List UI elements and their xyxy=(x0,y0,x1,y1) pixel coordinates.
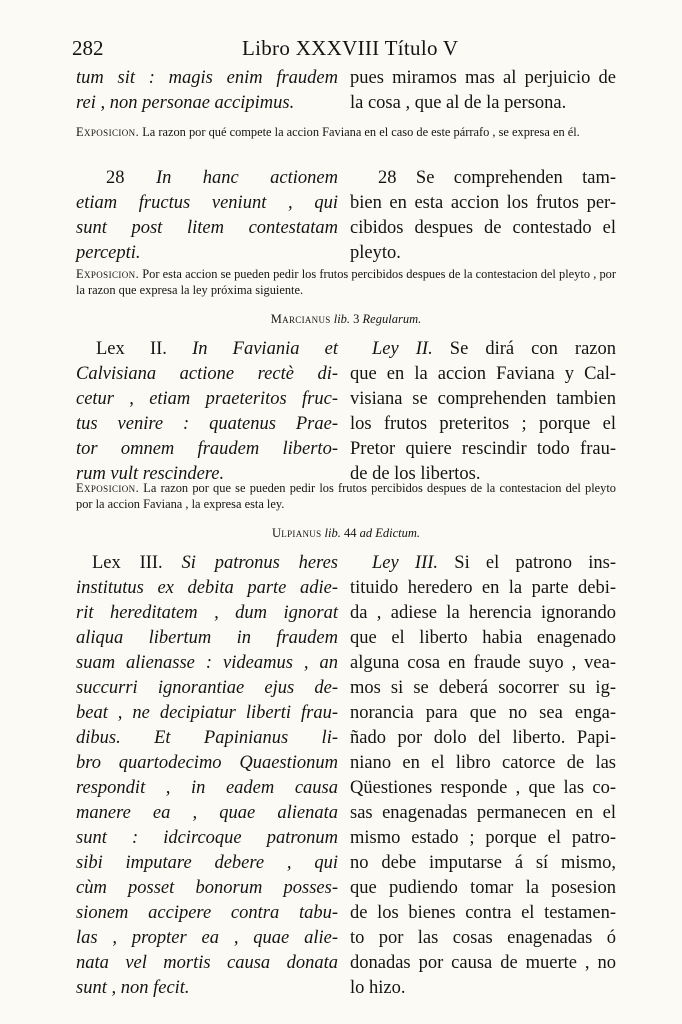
latin-line: manere ea , quae alienata xyxy=(76,803,338,823)
latin-line: sunt post litem contestatam xyxy=(76,218,338,238)
spanish-line: mos si se deberá socorrer su ig- xyxy=(350,678,616,698)
spanish-line: Pretor quiere rescindir todo frau- xyxy=(350,439,616,459)
spanish-line: la cosa , que al de la persona. xyxy=(350,93,567,113)
spanish-line: mismo estado ; porque el patro- xyxy=(350,828,616,848)
ley-label: Ley III. xyxy=(372,553,439,573)
source-work: ad Edictum. xyxy=(359,526,421,540)
latin-column xyxy=(76,551,338,1001)
latin-line: Lex II. In Faviania et xyxy=(96,339,338,359)
exposicion-note xyxy=(76,266,616,298)
latin-line: sionem accipere contra tabu- xyxy=(76,903,338,923)
section-number: 28 xyxy=(378,168,397,188)
latin-line: 28 In hanc actionem xyxy=(106,168,338,188)
page-header xyxy=(72,36,620,70)
latin-line: cùm posset bonorum posses- xyxy=(76,878,338,898)
spanish-line: alguna cosa en fraude suyo , vea- xyxy=(350,653,616,673)
latin-line: suam alienasse : videamus , an xyxy=(76,653,338,673)
section-28 xyxy=(76,166,616,266)
latin-line: sibi imputare debere , qui xyxy=(76,853,338,873)
source-work: Regularum. xyxy=(362,312,422,326)
spanish-line: los frutos preteritos ; porque el xyxy=(350,414,616,434)
spanish-line: que en la accion Faviana y Cal- xyxy=(350,364,616,384)
exposicion-note xyxy=(76,480,616,512)
latin-line: cetur , etiam praeteritos fruc- xyxy=(76,389,338,409)
spanish-line: no debe imputarse á sí mismo, xyxy=(350,853,616,873)
latin-line: sunt , non fecit. xyxy=(76,978,190,998)
exposicion-label: Exposicion. xyxy=(76,481,140,495)
exposicion-text: La razon por qué compete la accion Faviana en el caso de este párrafo , se expresa en él. xyxy=(142,125,580,139)
spanish-line: que el liberto habia enagenado xyxy=(350,628,616,648)
spanish-line: tituido heredero en la parte debi- xyxy=(350,578,616,598)
fragment-continuation xyxy=(76,66,616,116)
spanish-line: pleyto. xyxy=(350,243,401,263)
spanish-line: ñado por dolo del liberto. Papi- xyxy=(350,728,616,748)
spanish-line: visiana se comprehenden tambien xyxy=(350,389,616,409)
spanish-line: de de los libertos. xyxy=(350,464,481,484)
lex-label: Lex III. xyxy=(92,553,163,573)
exposicion-label: Exposicion. xyxy=(76,125,140,139)
latin-line: percepti. xyxy=(76,243,141,263)
spanish-line: cibidos despues de contestado el xyxy=(350,218,616,238)
source-citation xyxy=(76,526,616,541)
spanish-line: Qüestiones responde , que las co- xyxy=(350,778,616,798)
lex-3 xyxy=(76,551,616,1001)
spanish-column xyxy=(350,551,616,1001)
latin-column xyxy=(76,337,338,487)
latin-line: rei , non personae accipimus. xyxy=(76,93,295,113)
exposicion-label: Exposicion. xyxy=(76,267,140,281)
source-number: 44 xyxy=(343,526,357,540)
spanish-line: da , adiese la herencia ignorando xyxy=(350,603,616,623)
latin-line: Calvisiana actione rectè di- xyxy=(76,364,338,384)
lex-2 xyxy=(76,337,616,487)
spanish-line: niano en el libro catorce de las xyxy=(350,753,616,773)
spanish-line: Ley III. Si el patrono ins- xyxy=(372,553,616,573)
latin-line: aliqua libertum in fraudem xyxy=(76,628,338,648)
latin-line: respondit , in eadem causa xyxy=(76,778,338,798)
spanish-column xyxy=(350,337,616,487)
source-citation xyxy=(76,312,616,327)
latin-line: nata vel mortis causa donata xyxy=(76,953,338,973)
spanish-line: pues miramos mas al perjuicio de xyxy=(350,68,616,88)
latin-line: tus venire : quatenus Prae- xyxy=(76,414,338,434)
spanish-line: bien en esta accion los frutos per- xyxy=(350,193,616,213)
latin-line: institutus ex debita parte adie- xyxy=(76,578,338,598)
latin-line: tum sit : magis enim fraudem xyxy=(76,68,338,88)
spanish-line: Ley II. Se dirá con razon xyxy=(372,339,616,359)
spanish-line: to por las cosas enagenadas ó xyxy=(350,928,616,948)
ley-label: Ley II. xyxy=(372,339,433,359)
latin-line: dibus. Et Papinianus li- xyxy=(76,728,338,748)
spanish-line: donadas por causa de muerte , no xyxy=(350,953,616,973)
latin-line: succurri ignorantiae ejus de- xyxy=(76,678,338,698)
spanish-line: sas enagenadas permanecen en el xyxy=(350,803,616,823)
latin-line: sunt : idcircoque patronum xyxy=(76,828,338,848)
spanish-line: norancia para que no sea enga- xyxy=(350,703,616,723)
section-number: 28 xyxy=(106,168,125,188)
latin-column xyxy=(76,166,338,266)
latin-line: rum vult rescindere. xyxy=(76,464,225,484)
latin-line: beat , ne decipiatur liberti frau- xyxy=(76,703,338,723)
latin-line: rit hereditatem , dum ignorat xyxy=(76,603,338,623)
exposicion-note xyxy=(76,124,616,140)
latin-line: Lex III. Si patronus heres xyxy=(92,553,338,573)
spanish-column xyxy=(350,66,616,116)
latin-line: tor omnem fraudem liberto- xyxy=(76,439,338,459)
latin-line: bro quartodecimo Quaestionum xyxy=(76,753,338,773)
page-number: 282 xyxy=(72,36,104,60)
source-author: Marcianus xyxy=(270,312,331,326)
source-book: lib. xyxy=(324,526,341,540)
spanish-line: lo hizo. xyxy=(350,978,406,998)
exposicion-text: La razon por que se pueden pedir los frutos percibidos despues de la contestacion del pleyto por la accion Faviana , la expresa esta ley. xyxy=(76,481,616,511)
spanish-line: de los bienes contra el testamen- xyxy=(350,903,616,923)
exposicion-text: Por esta accion se pueden pedir los frutos percibidos despues de la contestacion del pleyto , por la razon que expresa la ley próxima siguiente. xyxy=(76,267,616,297)
spanish-line: que pudiendo tomar la posesion xyxy=(350,878,616,898)
latin-column xyxy=(76,66,338,116)
source-book: lib. xyxy=(333,312,351,326)
source-number: 3 xyxy=(353,312,360,326)
spanish-column xyxy=(350,166,616,266)
spanish-line: 28 Se comprehenden tam- xyxy=(378,168,617,188)
latin-line: las , propter ea , quae alie- xyxy=(76,928,338,948)
lex-label: Lex II. xyxy=(96,339,167,359)
latin-line: etiam fructus veniunt , qui xyxy=(76,193,338,213)
running-head: Libro XXXVIII Título V xyxy=(242,36,459,60)
source-author: Ulpianus xyxy=(271,526,322,540)
